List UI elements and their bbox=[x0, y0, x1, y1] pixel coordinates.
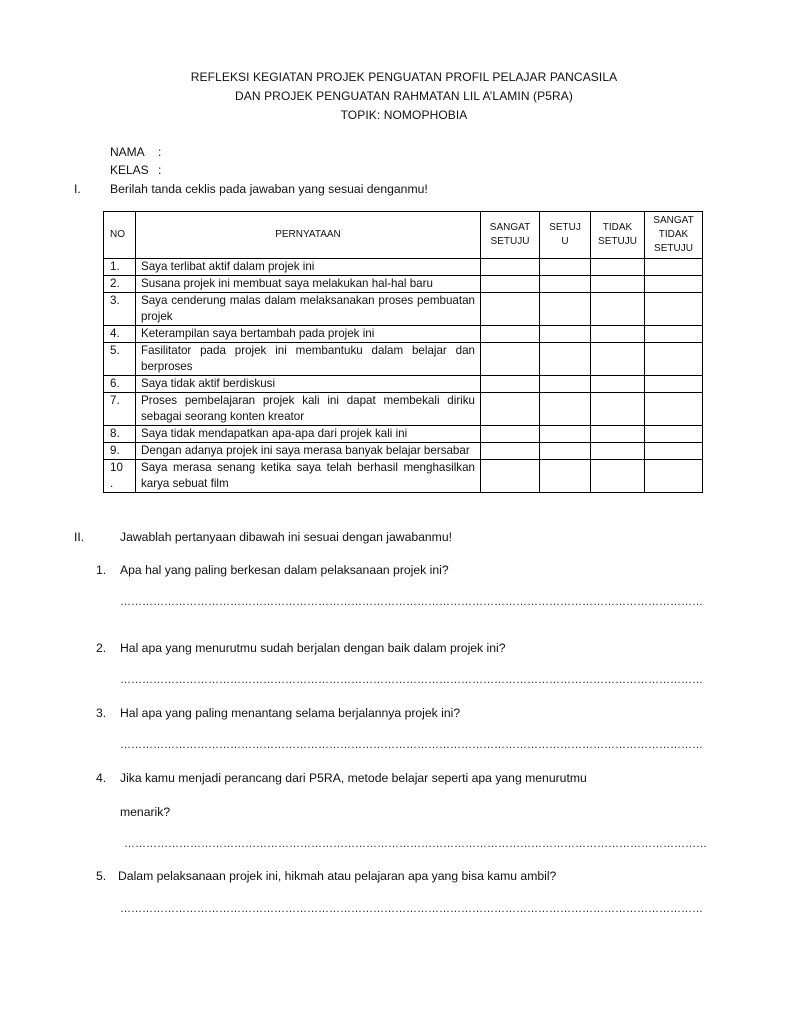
question-text: Dalam pelaksanaan projek ini, hikmah atau pelajaran apa yang bisa kamu ambil? bbox=[118, 869, 557, 883]
checkbox-cell-setuju[interactable] bbox=[540, 276, 591, 293]
checkbox-cell-sangat-setuju[interactable] bbox=[481, 460, 540, 493]
header-no: NO bbox=[104, 212, 136, 259]
checkbox-cell-setuju[interactable] bbox=[540, 426, 591, 443]
row-no: 10 . bbox=[104, 460, 136, 493]
table-row bbox=[104, 443, 703, 460]
nama-colon: : bbox=[158, 145, 162, 159]
table-header-row bbox=[104, 212, 703, 259]
table-row bbox=[104, 343, 703, 376]
question-number: 2. bbox=[96, 641, 107, 655]
checkbox-cell-setuju[interactable] bbox=[540, 376, 591, 393]
row-no: 4. bbox=[104, 326, 136, 343]
section-1-instruction: Berilah tanda ceklis pada jawaban yang sesuai denganmu! bbox=[110, 182, 428, 196]
header-setuju bbox=[540, 212, 591, 259]
checkbox-cell-tidak-setuju[interactable] bbox=[591, 259, 645, 276]
table-row bbox=[104, 393, 703, 426]
row-statement: Saya terlibat aktif dalam projek ini bbox=[136, 259, 481, 276]
table-row bbox=[104, 276, 703, 293]
title-line-2: DAN PROJEK PENGUATAN RAHMATAN LIL A’LAMIN (P5RA) bbox=[235, 89, 573, 103]
checkbox-cell-sangat-tidak-setuju[interactable] bbox=[645, 443, 703, 460]
header-sangat-tidak-setuju bbox=[645, 212, 703, 259]
checkbox-cell-tidak-setuju[interactable] bbox=[591, 393, 645, 426]
kelas-colon: : bbox=[158, 163, 162, 177]
table-row bbox=[104, 326, 703, 343]
kelas-label: KELAS bbox=[110, 163, 149, 177]
checkbox-cell-sangat-tidak-setuju[interactable] bbox=[645, 426, 703, 443]
checkbox-cell-tidak-setuju[interactable] bbox=[591, 293, 645, 326]
answer-line-3[interactable]: …………………………………………………………………………………………………………………………………………… bbox=[120, 739, 703, 751]
row-no: 2. bbox=[104, 276, 136, 293]
row-statement: Proses pembelajaran projek kali ini dapat membekali diriku sebagai seorang konten kreator bbox=[136, 393, 481, 426]
question-text: Hal apa yang paling menantang selama berjalannya projek ini? bbox=[120, 706, 461, 720]
nama-row bbox=[110, 145, 161, 159]
checkbox-cell-tidak-setuju[interactable] bbox=[591, 326, 645, 343]
checkbox-cell-sangat-setuju[interactable] bbox=[481, 293, 540, 326]
checkbox-cell-sangat-tidak-setuju[interactable] bbox=[645, 326, 703, 343]
checkbox-cell-setuju[interactable] bbox=[540, 293, 591, 326]
row-statement: Fasilitator pada projek ini membantuku dalam belajar dan berproses bbox=[136, 343, 481, 376]
row-no: 8. bbox=[104, 426, 136, 443]
row-statement: Saya tidak aktif berdiskusi bbox=[136, 376, 481, 393]
title-line-3: TOPIK: NOMOPHOBIA bbox=[340, 108, 468, 122]
question-number: 5. bbox=[96, 869, 107, 883]
row-statement: Susana projek ini membuat saya melakukan hal-hal baru bbox=[136, 276, 481, 293]
header-sangat-tidak-l3: SETUJU bbox=[654, 243, 693, 254]
checkbox-cell-setuju[interactable] bbox=[540, 343, 591, 376]
checkbox-cell-setuju[interactable] bbox=[540, 443, 591, 460]
checkbox-cell-setuju[interactable] bbox=[540, 259, 591, 276]
header-tidak-setuju bbox=[591, 212, 645, 259]
header-sangat-setuju-l1: SANGAT bbox=[489, 222, 531, 233]
row-statement: Saya cenderung malas dalam melaksanakan proses pembuatan projek bbox=[136, 293, 481, 326]
checkbox-cell-sangat-setuju[interactable] bbox=[481, 443, 540, 460]
checkbox-cell-sangat-setuju[interactable] bbox=[481, 376, 540, 393]
checkbox-cell-sangat-setuju[interactable] bbox=[481, 259, 540, 276]
row-no: 7. bbox=[104, 393, 136, 426]
table-row bbox=[104, 460, 703, 493]
header-sangat-tidak-l1: SANGAT bbox=[653, 215, 694, 226]
checkbox-cell-setuju[interactable] bbox=[540, 460, 591, 493]
checkbox-cell-sangat-tidak-setuju[interactable] bbox=[645, 259, 703, 276]
table-row bbox=[104, 376, 703, 393]
table-row bbox=[104, 426, 703, 443]
checkbox-cell-sangat-setuju[interactable] bbox=[481, 393, 540, 426]
checkbox-cell-tidak-setuju[interactable] bbox=[591, 443, 645, 460]
checkbox-cell-sangat-setuju[interactable] bbox=[481, 276, 540, 293]
row-no: 3. bbox=[104, 293, 136, 326]
checkbox-cell-tidak-setuju[interactable] bbox=[591, 376, 645, 393]
question-text: Apa hal yang paling berkesan dalam pelaksanaan projek ini? bbox=[120, 563, 449, 577]
row-statement: Saya merasa senang ketika saya telah berhasil menghasilkan karya sebuat film bbox=[136, 460, 481, 493]
question-4-continuation: menarik? bbox=[120, 805, 171, 819]
nama-label: NAMA bbox=[110, 145, 145, 159]
row-no: 9. bbox=[104, 443, 136, 460]
checkbox-cell-tidak-setuju[interactable] bbox=[591, 276, 645, 293]
checkbox-cell-tidak-setuju[interactable] bbox=[591, 460, 645, 493]
checkbox-cell-tidak-setuju[interactable] bbox=[591, 343, 645, 376]
question-number: 3. bbox=[96, 706, 107, 720]
row-statement: Dengan adanya projek ini saya merasa banyak belajar bersabar bbox=[136, 443, 481, 460]
survey-table bbox=[103, 211, 703, 493]
checkbox-cell-setuju[interactable] bbox=[540, 393, 591, 426]
row-no: 5. bbox=[104, 343, 136, 376]
row-statement: Keterampilan saya bertambah pada projek ini bbox=[136, 326, 481, 343]
checkbox-cell-sangat-setuju[interactable] bbox=[481, 326, 540, 343]
checkbox-cell-tidak-setuju[interactable] bbox=[591, 426, 645, 443]
question-text: Jika kamu menjadi perancang dari P5RA, metode belajar seperti apa yang menurutmu bbox=[120, 771, 587, 785]
table-row bbox=[104, 259, 703, 276]
header-statement: PERNYATAAN bbox=[136, 212, 481, 259]
checkbox-cell-sangat-tidak-setuju[interactable] bbox=[645, 276, 703, 293]
checkbox-cell-sangat-tidak-setuju[interactable] bbox=[645, 393, 703, 426]
checkbox-cell-sangat-setuju[interactable] bbox=[481, 343, 540, 376]
header-tidak-setuju-l2: SETUJU bbox=[598, 236, 637, 247]
answer-line-1[interactable]: …………………………………………………………………………………………………………………………………………… bbox=[120, 596, 703, 608]
title-line-1: REFLEKSI KEGIATAN PROJEK PENGUATAN PROFIL PELAJAR PANCASILA bbox=[190, 70, 618, 84]
table-row bbox=[104, 293, 703, 326]
row-no: 1. bbox=[104, 259, 136, 276]
checkbox-cell-sangat-tidak-setuju[interactable] bbox=[645, 460, 703, 493]
section-1-number: I. bbox=[74, 182, 81, 196]
section-2-number: II. bbox=[74, 530, 85, 544]
header-sangat-tidak-l2: TIDAK bbox=[658, 229, 689, 240]
row-no: 6. bbox=[104, 376, 136, 393]
header-sangat-setuju-l2: SETUJU bbox=[490, 236, 530, 247]
header-tidak-setuju-l1: TIDAK bbox=[602, 222, 633, 233]
checkbox-cell-sangat-tidak-setuju[interactable] bbox=[645, 376, 703, 393]
section-2-instruction: Jawablah pertanyaan dibawah ini sesuai dengan jawabanmu! bbox=[120, 530, 453, 544]
question-number: 4. bbox=[96, 771, 107, 785]
question-number: 1. bbox=[96, 563, 107, 577]
checkbox-cell-sangat-tidak-setuju[interactable] bbox=[645, 293, 703, 326]
checkbox-cell-sangat-setuju[interactable] bbox=[481, 426, 540, 443]
checkbox-cell-setuju[interactable] bbox=[540, 326, 591, 343]
answer-line-2[interactable]: …………………………………………………………………………………………………………………………………………… bbox=[120, 674, 703, 686]
header-sangat-setuju bbox=[481, 212, 540, 259]
checkbox-cell-sangat-tidak-setuju[interactable] bbox=[645, 343, 703, 376]
answer-line-5[interactable]: …………………………………………………………………………………………………………………………………………… bbox=[120, 903, 703, 915]
kelas-row bbox=[110, 163, 161, 177]
row-statement: Saya tidak mendapatkan apa-apa dari projek kali ini bbox=[136, 426, 481, 443]
header-setuju-l1: SETUJ bbox=[549, 222, 581, 233]
question-text: Hal apa yang menurutmu sudah berjalan dengan baik dalam projek ini? bbox=[120, 641, 506, 655]
answer-line-4[interactable]: …………………………………………………………………………………………………………………………………………… bbox=[124, 838, 707, 850]
header-setuju-l2: U bbox=[561, 236, 569, 247]
